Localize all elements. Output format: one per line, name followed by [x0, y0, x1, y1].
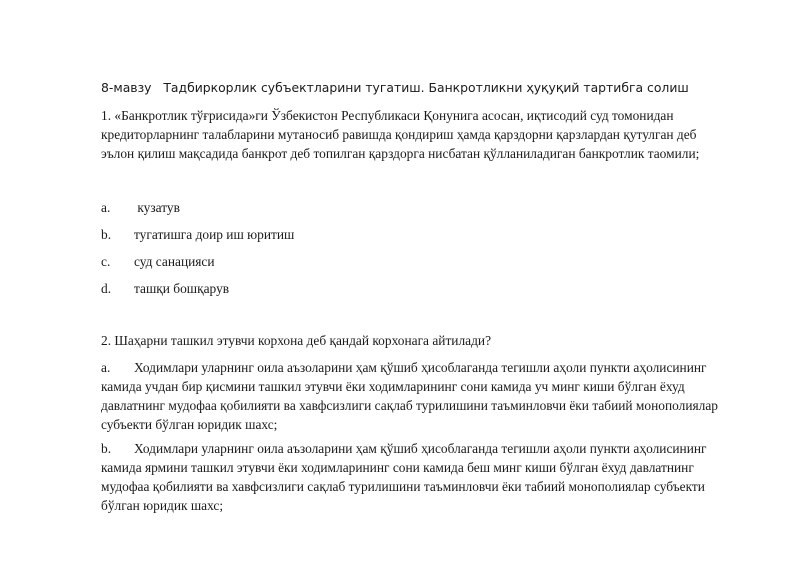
- q2-option-b: [101, 439, 726, 515]
- option-letter: b.: [101, 227, 112, 242]
- option-letter: d.: [101, 281, 112, 296]
- option-text: тугатишга доир иш юритиш: [134, 227, 295, 242]
- option-letter: a.: [101, 200, 111, 215]
- option-text: Ходимлари уларнинг оила аъзоларини ҳам қўшиб ҳисоблаганда тегишли аҳоли пункти аҳолисининг камида ярмини ташкил этувчи ёки ходимларининг сони камида беш минг киши бўлган ёхуд давлатнинг мудофаа қобилияти ва хавфсизлиги сақлаб турилишини таъминловчи ёки табиий монополиялар субъекти бўлган юридик шахс;: [101, 441, 707, 513]
- topic-heading: 8-мавзу Тадбиркорлик субъектларини тугатиш. Банкротликни ҳуқуқий тартибга солиш: [101, 80, 689, 95]
- option-text: Ходимлари уларнинг оила аъзоларини ҳам қўшиб ҳисоблаганда тегишли аҳоли пункти аҳолисининг камида учдан бир қисмини ташкил этувчи ёки ходимларининг сони камида уч минг киши бўлган ёхуд давлатнинг мудофаа қобилияти ва хавфсизлиги сақлаб турилишини таъминловчи ёки табиий монополиялар субъекти бўлган юридик шахс;: [101, 360, 718, 432]
- option-text: кузатув: [134, 200, 180, 215]
- option-letter: b.: [101, 441, 112, 456]
- option-letter: c.: [101, 254, 111, 269]
- q2-option-a: [101, 358, 726, 434]
- option-letter: a.: [101, 360, 111, 375]
- question-2-text: 2. Шаҳарни ташкил этувчи корхона деб қандай корхонага айтилади?: [101, 333, 492, 348]
- question-1-text: 1. «Банкротлик тўғрисида»ги Ўзбекистон Республикаси Қонунига асосан, иқтисодий суд томонидан кредиторларнинг талабларини мутаносиб равишда қондириш ҳамда қарздорни қарзлардан қутулган деб эълон қилиш мақсадида банкрот деб топилган қарздорга нисбатан қўлланиладиган банкротлик таомили;: [101, 108, 700, 161]
- option-text: суд санацияси: [134, 254, 215, 269]
- option-text: ташқи бошқарув: [134, 281, 230, 296]
